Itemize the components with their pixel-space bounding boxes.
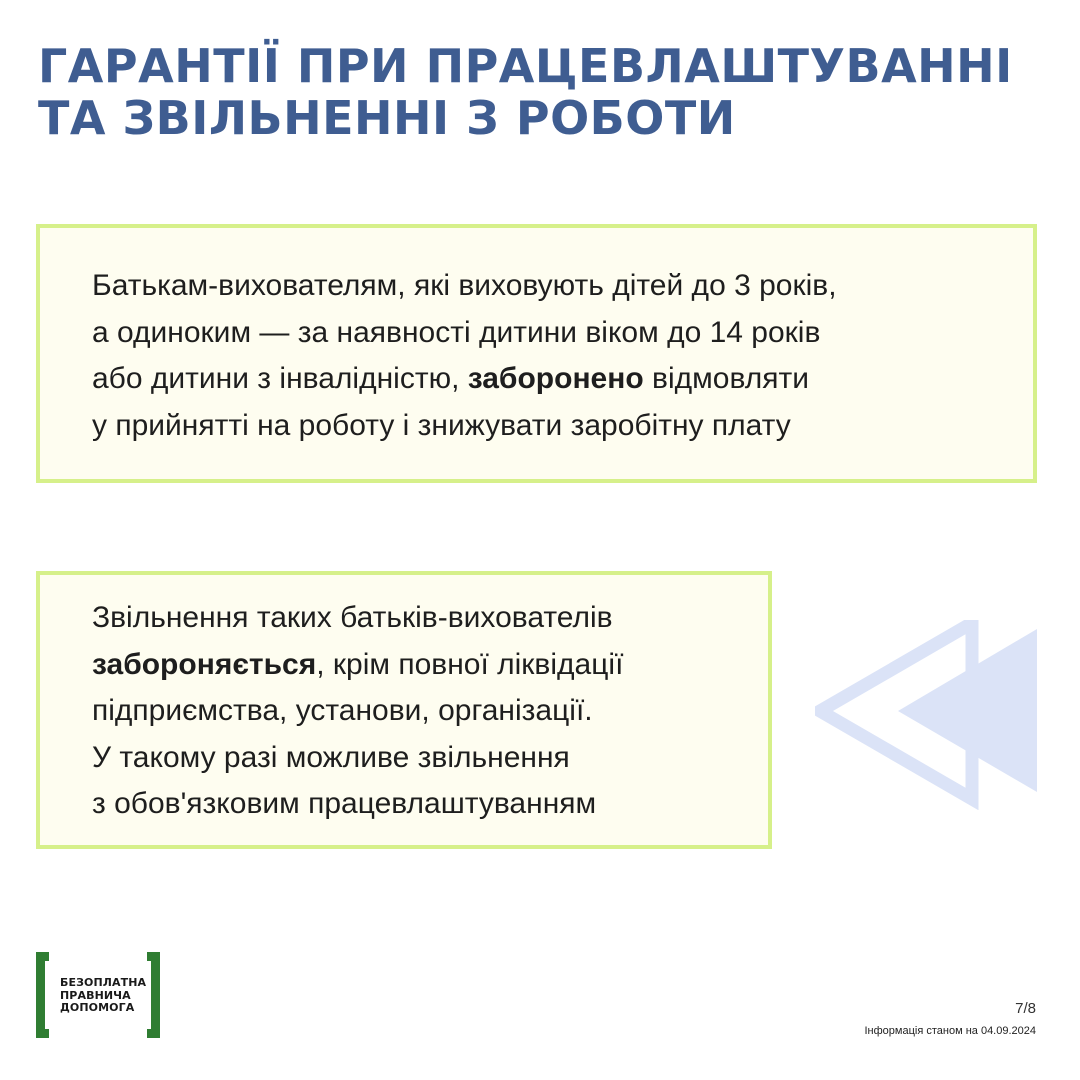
card-1-line-4: у прийнятті на роботу і знижувати заробітну плату — [92, 408, 791, 442]
prohibited-emphasis: забороняється — [92, 647, 317, 681]
forbidden-emphasis: заборонено — [467, 362, 644, 395]
card-1-line-3 — [92, 356, 1033, 403]
info-date-note: Інформація станом на 04.09.2024 — [864, 1025, 1036, 1037]
page-number: 7/8 — [1015, 1000, 1036, 1017]
logo-right-bracket — [147, 952, 160, 1038]
dismissal-guarantee-card — [36, 571, 772, 849]
page-title-line-2: ТА ЗВІЛЬНЕННІ З РОБОТИ — [38, 91, 736, 145]
card-2-line-2 — [92, 642, 768, 689]
double-chevron-left-icon — [815, 620, 1045, 810]
card-2-line-1: Звільнення таких батьків-вихователів — [92, 601, 613, 634]
page-title-line-1: ГАРАНТІЇ ПРИ ПРАЦЕВЛАШТУВАННІ — [38, 39, 1013, 93]
card-2-line-4: У такому разі можливе звільнення — [92, 740, 570, 774]
logo-left-bracket — [36, 952, 49, 1038]
card-1-line-3-start: або дитини з інвалідністю, — [92, 362, 468, 395]
card-1-line-1: Батькам-вихователям, які виховують дітей до 3 років, — [92, 269, 837, 302]
card-1-line-3-end: відмовляти — [643, 362, 809, 395]
card-2-line-2-end: , крім повної ліквідації — [316, 647, 624, 681]
card-1-line-2: а одиноким — за наявності дитини віком до 14 років — [92, 315, 821, 349]
card-2-line-5: з обов'язковим працевлаштуванням — [92, 787, 597, 820]
employment-guarantee-card — [36, 224, 1037, 483]
card-2-line-3: підприємства, установи, організації. — [92, 694, 593, 727]
page-title — [38, 40, 1048, 144]
free-legal-aid-logo — [36, 952, 160, 1038]
logo-line-3: ДОПОМОГА — [60, 1001, 135, 1014]
logo-line-2: ПРАВНИЧА — [60, 988, 131, 1002]
logo-line-1: БЕЗОПЛАТНА — [60, 976, 147, 989]
logo-text — [60, 977, 146, 1015]
